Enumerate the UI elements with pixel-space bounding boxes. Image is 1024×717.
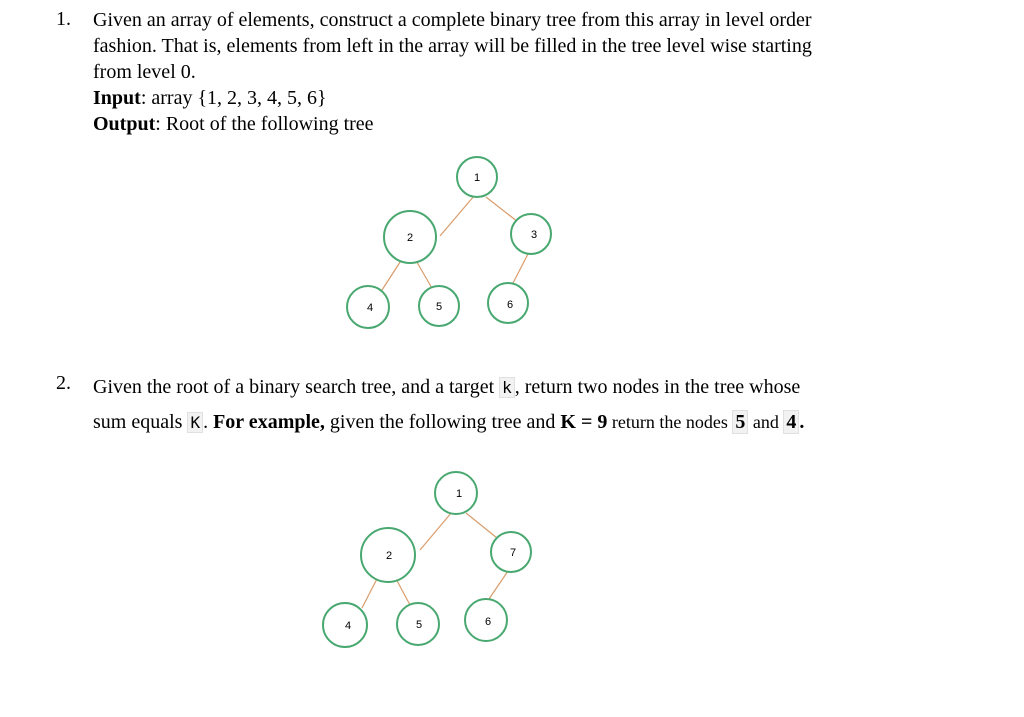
node-label: 7 [509,547,517,559]
tree-node [488,283,528,323]
k-label: K [560,411,576,433]
node-label: 1 [473,172,481,184]
edge-7-6 [489,571,508,599]
node-label: 3 [530,229,538,241]
tree-node [361,528,415,582]
tree-node [419,286,459,326]
tree-node [347,286,389,328]
tree-node [457,157,497,197]
node-label: 5 [435,301,443,313]
q1-output-line: Output: Root of the following tree [93,113,374,135]
q1-line-3: from level 0. [93,61,196,83]
edge-3-6 [512,254,528,285]
edge-1-2 [420,512,452,550]
q1-input-line: Input: array {1, 2, 3, 4, 5, 6} [93,87,327,109]
node-label: 2 [385,550,393,562]
node-label: 5 [415,619,423,631]
example-label: For example, [213,411,325,433]
q2-number: 2. [56,372,71,394]
output-value: Root of the following tree [165,113,374,135]
tree-node [323,603,367,647]
q2-text-b: , return two nodes in the tree whose [514,376,801,398]
node-label: 2 [406,232,414,244]
edge-1-3 [486,197,518,222]
k-equals: = 9 [575,411,608,433]
q2-text-d: . [203,411,214,433]
q1-number: 1. [56,8,71,30]
node-label: 6 [484,616,492,628]
edge-1-7 [466,513,497,538]
tree-node [384,211,436,263]
node-label: 4 [344,620,352,632]
tree-node [465,599,507,641]
node-label: 4 [366,302,374,314]
and-text: and [748,412,784,432]
answer-node-1: 5 [732,410,748,434]
q1-line-2: fashion. That is, elements from left in the array will be filled in the tree level wise starting [93,35,812,57]
answer-node-2: 4 [783,410,799,434]
node-label: 6 [506,299,514,311]
tree-1 [347,157,551,328]
input-value: array {1, 2, 3, 4, 5, 6} [151,87,327,109]
tree-node [435,472,477,514]
input-label: Input [93,87,141,109]
tree-node [491,532,531,572]
q1-line-1: Given an array of elements, construct a complete binary tree from this array in level order [93,9,812,31]
edge-1-2 [440,196,474,236]
tree-2 [323,472,531,647]
tree-node [511,214,551,254]
tree-node [397,603,439,645]
output-label: Output [93,113,156,135]
q2-text-a: Given the root of a binary search tree, and a target [93,376,500,398]
period: . [799,411,805,433]
q2-text-c: sum equals [93,411,188,433]
q2-text-e: given the following tree and [324,411,561,433]
return-text: return the nodes [607,412,733,432]
target-K: K [187,412,203,433]
node-label: 1 [455,488,463,500]
target-k: k [499,377,515,398]
